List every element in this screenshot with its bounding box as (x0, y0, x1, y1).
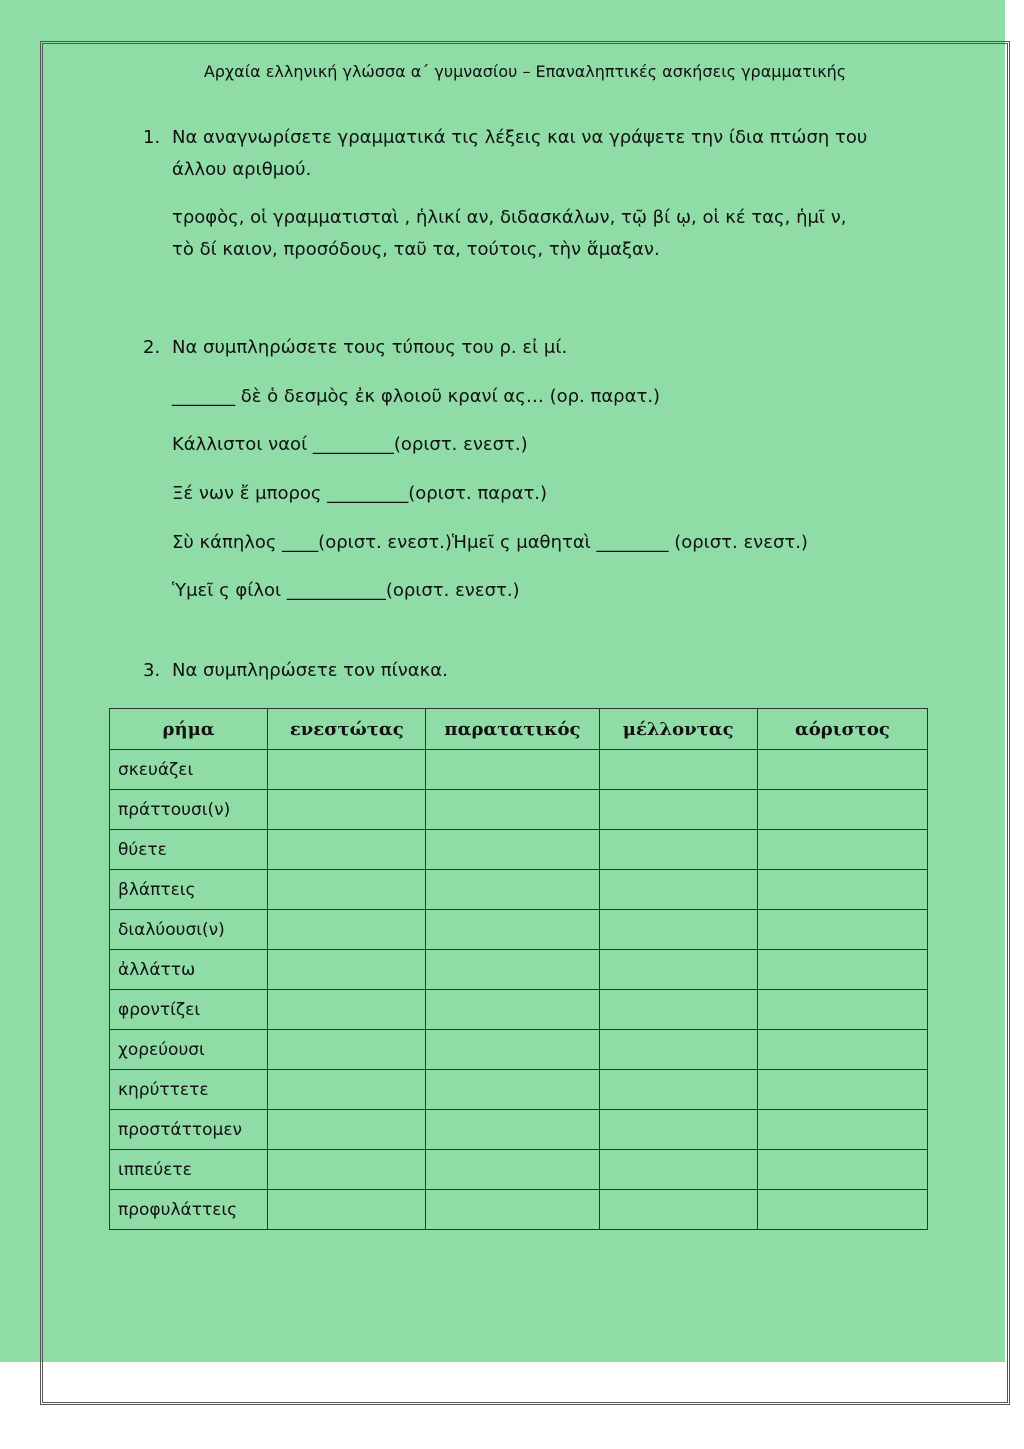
future-cell[interactable] (599, 990, 757, 1030)
header-present: ενεστώτας (268, 709, 426, 750)
future-cell[interactable] (599, 870, 757, 910)
imperfect-cell[interactable] (426, 1190, 599, 1230)
exercise-1-words-line2: τὸ δί καιον, προσόδους, ταῦ τα, τούτοις, τὴν ἅμαξαν. (172, 239, 660, 260)
table-row (110, 1150, 928, 1190)
exercise-1-text-line2: άλλου αριθμού. (172, 159, 312, 180)
present-cell[interactable] (268, 1110, 426, 1150)
table-row (110, 910, 928, 950)
verb-cell: πράττουσι(ν) (110, 790, 268, 830)
imperfect-cell[interactable] (426, 1030, 599, 1070)
future-cell[interactable] (599, 790, 757, 830)
present-cell[interactable] (268, 790, 426, 830)
imperfect-cell[interactable] (426, 750, 599, 790)
exercise-3-instruction (143, 655, 448, 687)
imperfect-cell[interactable] (426, 790, 599, 830)
future-cell[interactable] (599, 910, 757, 950)
present-cell[interactable] (268, 1190, 426, 1230)
exercise-1-text-line1: Να αναγνωρίσετε γραμματικά τις λέξεις και να γράψετε την ίδια πτώση του (172, 127, 868, 148)
verb-cell: ἀλλάττω (110, 950, 268, 990)
exercise-2-text: Να συμπληρώσετε τους τύπους του ρ. εἰ μί. (172, 337, 568, 358)
imperfect-cell[interactable] (426, 990, 599, 1030)
table-row (110, 950, 928, 990)
imperfect-cell[interactable] (426, 910, 599, 950)
present-cell[interactable] (268, 1150, 426, 1190)
future-cell[interactable] (599, 1030, 757, 1070)
verb-cell: ιππεύετε (110, 1150, 268, 1190)
table-row (110, 1070, 928, 1110)
imperfect-cell[interactable] (426, 950, 599, 990)
future-cell[interactable] (599, 1150, 757, 1190)
table-header-row (110, 709, 928, 750)
aorist-cell[interactable] (757, 1150, 927, 1190)
exercise-1-words-line1: τροφὸς, οἱ γραμματισταὶ , ἡλικί αν, διδασκάλων, τῷ βί ῳ, οἱ κέ τας, ἡμῖ ν, (172, 207, 847, 228)
table-row (110, 830, 928, 870)
table-row (110, 790, 928, 830)
table-row (110, 990, 928, 1030)
aorist-cell[interactable] (757, 1190, 927, 1230)
verb-cell: διαλύουσι(ν) (110, 910, 268, 950)
imperfect-cell[interactable] (426, 1150, 599, 1190)
exercise-2-line-4: Σὺ κάπηλος ____(οριστ. ενεστ.)Ἡμεῖ ς μαθηταὶ ________ (οριστ. ενεστ.) (172, 532, 808, 553)
future-cell[interactable] (599, 950, 757, 990)
aorist-cell[interactable] (757, 950, 927, 990)
table-row (110, 870, 928, 910)
imperfect-cell[interactable] (426, 1070, 599, 1110)
exercise-1-number: 1. (143, 127, 161, 148)
verb-cell: σκευάζει (110, 750, 268, 790)
aorist-cell[interactable] (757, 1070, 927, 1110)
present-cell[interactable] (268, 1070, 426, 1110)
exercise-2-line-5: Ὑμεῖ ς φίλοι ___________(οριστ. ενεστ.) (172, 580, 520, 601)
aorist-cell[interactable] (757, 750, 927, 790)
exercise-2-number: 2. (143, 337, 161, 358)
present-cell[interactable] (268, 1030, 426, 1070)
present-cell[interactable] (268, 750, 426, 790)
table-row (110, 1110, 928, 1150)
verb-cell: φροντίζει (110, 990, 268, 1030)
exercise-2-line-3: Ξέ νων ἔ μπορος _________(οριστ. παρατ.) (172, 483, 548, 504)
future-cell[interactable] (599, 1070, 757, 1110)
aorist-cell[interactable] (757, 830, 927, 870)
exercise-1-instruction (143, 122, 867, 154)
present-cell[interactable] (268, 870, 426, 910)
future-cell[interactable] (599, 830, 757, 870)
verb-cell: βλάπτεις (110, 870, 268, 910)
aorist-cell[interactable] (757, 990, 927, 1030)
header-verb: ρήμα (110, 709, 268, 750)
page-header: Αρχαία ελληνική γλώσσα α΄ γυμνασίου – Επαναληπτικές ασκήσεις γραμματικής (203, 62, 847, 81)
aorist-cell[interactable] (757, 1110, 927, 1150)
verb-cell: κηρύττετε (110, 1070, 268, 1110)
header-aorist: αόριστος (757, 709, 927, 750)
present-cell[interactable] (268, 950, 426, 990)
aorist-cell[interactable] (757, 910, 927, 950)
imperfect-cell[interactable] (426, 830, 599, 870)
aorist-cell[interactable] (757, 1030, 927, 1070)
exercise-2-instruction (143, 332, 567, 364)
table-row (110, 1030, 928, 1070)
exercise-2-line-2: Κάλλιστοι ναοί _________(οριστ. ενεστ.) (172, 434, 528, 455)
verb-cell: προφυλάττεις (110, 1190, 268, 1230)
header-imperfect: παρατατικός (426, 709, 599, 750)
verb-cell: θύετε (110, 830, 268, 870)
exercise-2-line-1: _______ δὲ ὁ δεσμὸς ἐκ φλοιοῦ κρανί ας… (ορ. παρατ.) (172, 386, 661, 407)
present-cell[interactable] (268, 830, 426, 870)
future-cell[interactable] (599, 750, 757, 790)
verb-table (109, 708, 928, 1230)
aorist-cell[interactable] (757, 790, 927, 830)
present-cell[interactable] (268, 990, 426, 1030)
header-future: μέλλοντας (599, 709, 757, 750)
aorist-cell[interactable] (757, 870, 927, 910)
exercise-3-text: Να συμπληρώσετε τον πίνακα. (172, 660, 448, 681)
future-cell[interactable] (599, 1110, 757, 1150)
verb-cell: χορεύουσι (110, 1030, 268, 1070)
verb-cell: προστάττομεν (110, 1110, 268, 1150)
exercise-3-number: 3. (143, 660, 161, 681)
table-row (110, 750, 928, 790)
imperfect-cell[interactable] (426, 870, 599, 910)
future-cell[interactable] (599, 1190, 757, 1230)
present-cell[interactable] (268, 910, 426, 950)
imperfect-cell[interactable] (426, 1110, 599, 1150)
table-row (110, 1190, 928, 1230)
